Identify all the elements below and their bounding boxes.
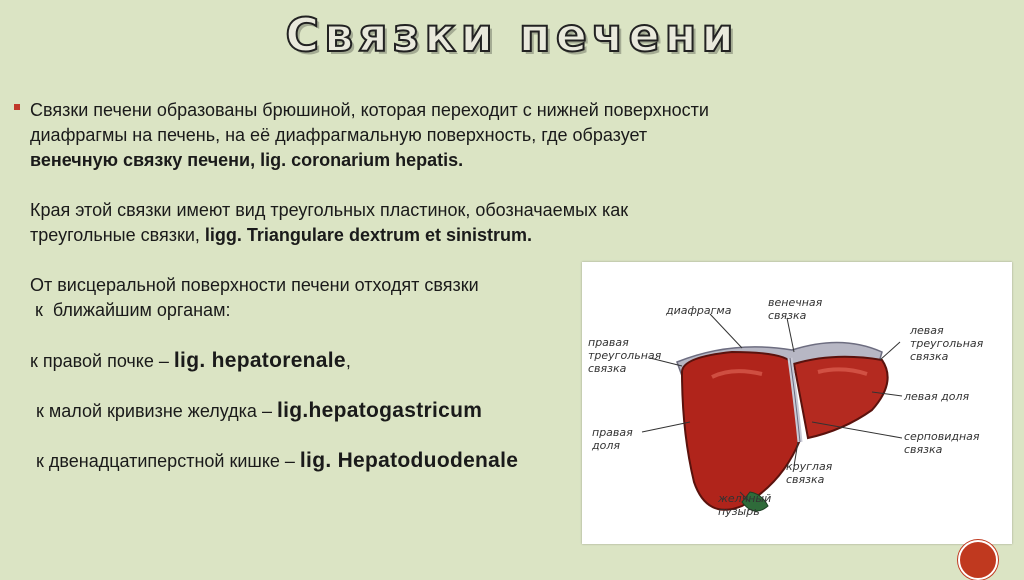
label-right-lobe: правая доля (592, 426, 633, 452)
text-line-bold: венечную связку печени, lig. coronarium hepatis. (30, 150, 464, 170)
ligament-organ: к малой кривизне желудка – (36, 401, 277, 421)
label-falciform-ligament: серповидная связка (904, 430, 980, 456)
ligament-latin: lig.hepatogastricum (276, 399, 483, 422)
label-left-triangular-ligament: левая треугольная связка (910, 324, 984, 363)
latin-term: ligg. Triangulare dextrum et sinistrum. (204, 225, 532, 245)
label-gallbladder: желчный пузырь (718, 492, 772, 518)
text-line (30, 223, 930, 248)
ligament-latin: lig. Hepatoduodenale (299, 449, 519, 472)
label-coronary-ligament: венечная связка (768, 296, 823, 322)
ligament-latin: lig. hepatorenale (173, 349, 346, 372)
page-title: Связки печени (285, 8, 739, 62)
label-round-ligament: круглая связка (786, 460, 833, 486)
liver-ligaments-figure (582, 262, 1012, 544)
bullet-marker (14, 104, 20, 110)
text-line: От висцеральной поверхности печени отходят связки (30, 275, 479, 295)
text-line: Края этой связки имеют вид треугольных пластинок, обозначаемых как (30, 200, 629, 220)
ligament-organ: к правой почке – (30, 351, 174, 371)
slide-corner-decoration (958, 540, 998, 580)
label-diaphragm: диафрагма (666, 304, 732, 317)
text-line: Связки печени образованы брюшиной, которая переходит с нижней поверхности (30, 100, 709, 120)
ligament-organ: к двенадцатиперстной кишке – (36, 451, 300, 471)
text-line: к ближайшим органам: (30, 300, 231, 320)
ligament-suffix: , (345, 351, 351, 371)
label-left-lobe: левая доля (904, 390, 970, 403)
label-right-triangular-ligament: правая треугольная связка (588, 336, 662, 375)
text-line: диафрагмы на печень, на её диафрагмальную поверхность, где образует (30, 125, 648, 145)
text-fragment: треугольные связки, (30, 225, 205, 245)
